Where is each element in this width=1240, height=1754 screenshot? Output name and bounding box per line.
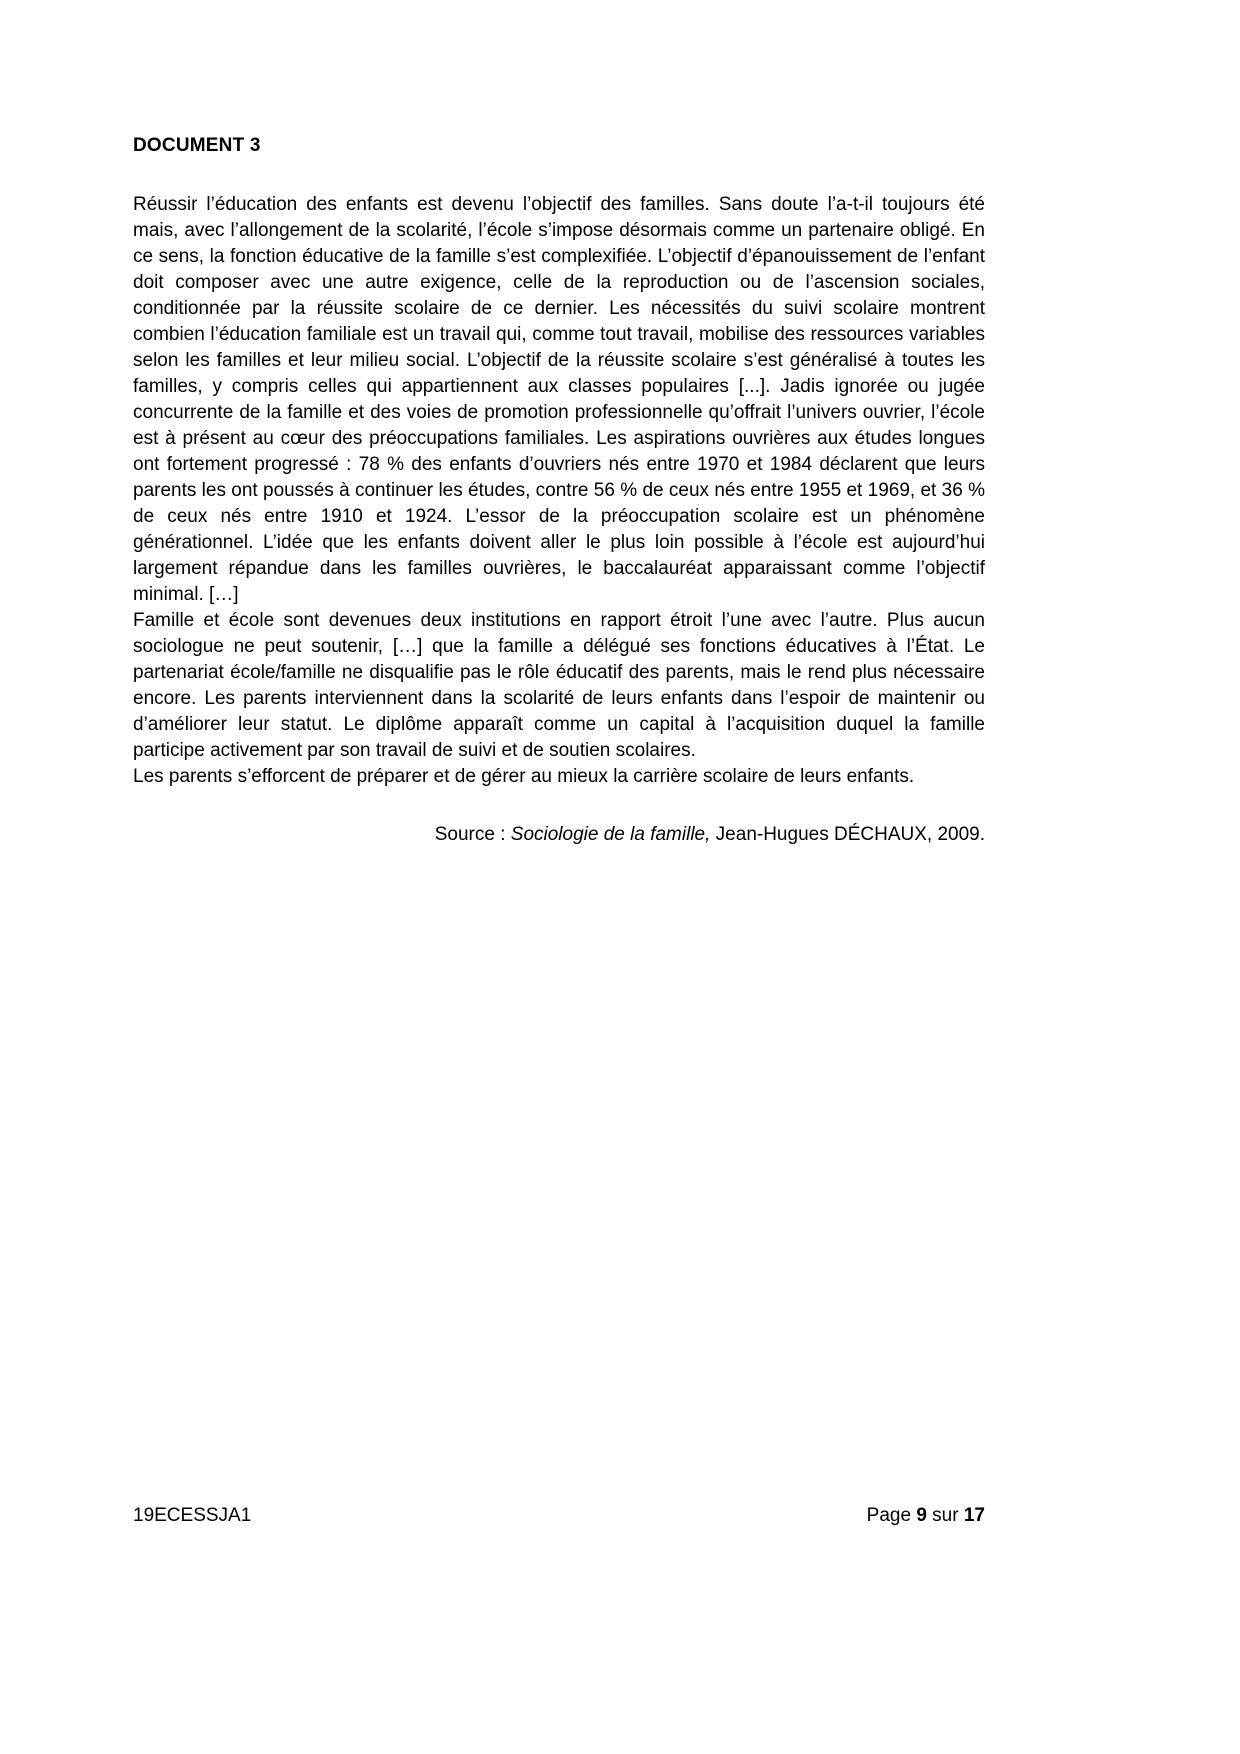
footer-page-separator: sur: [926, 1505, 964, 1526]
page-footer: [133, 1503, 985, 1529]
source-title: Sociologie de la famille,: [510, 824, 711, 845]
source-author-year: Jean-Hugues DÉCHAUX, 2009.: [710, 824, 985, 845]
source-line: [133, 822, 985, 848]
footer-page-indicator: [867, 1503, 985, 1529]
document-content: [133, 133, 985, 848]
footer-page-total: 17: [963, 1505, 985, 1526]
footer-page-prefix: Page: [866, 1505, 917, 1526]
body-paragraph-1: Réussir l’éducation des enfants est devenu l’objectif des familles. Sans doute l’a-t-il toujours été mais, avec l’allongement de la scolarité, l’école s’impose désormais comme un partenaire obligé. En ce sens, la fonction éducative de la famille s’est complexifiée. L’objectif d’épanouissement de l’enfant doit composer avec une autre exigence, celle de la reproduction ou de l’ascension sociales, conditionnée par la réussite scolaire de ce dernier. Les nécessités du suivi scolaire montrent combien l’éducation familiale est un travail qui, comme tout travail, mobilise des ressources variables selon les familles et leur milieu social. L’objectif de la réussite scolaire s’est généralisé à toutes les familles, y compris celles qui appartiennent aux classes populaires [...]. Jadis ignorée ou jugée concurrente de la famille et des voies de promotion professionnelle qu’offrait l’univers ouvrier, l’école est à présent au cœur des préoccupations familiales. Les aspirations ouvrières aux études longues ont fortement progressé : 78 % des enfants d’ouvriers nés entre 1970 et 1984 déclarent que leurs parents les ont poussés à continuer les études, contre 56 % de ceux nés entre 1955 et 1969, et 36 % de ceux nés entre 1910 et 1924. L’essor de la préoccupation scolaire est un phénomène générationnel. L’idée que les enfants doivent aller le plus loin possible à l’école est aujourd’hui largement répandue dans les familles ouvrières, le baccalauréat apparaissant comme l’objectif minimal. […]: [133, 194, 985, 605]
footer-page-number: 9: [916, 1505, 927, 1526]
source-prefix: Source :: [434, 824, 511, 845]
document-heading: DOCUMENT 3: [133, 135, 261, 156]
footer-document-code: 19ECESSJA1: [133, 1505, 252, 1526]
body-paragraph-2: Famille et école sont devenues deux institutions en rapport étroit l’une avec l’autre. Plus aucun sociologue ne peut soutenir, […] que la famille a délégué ses fonctions éducatives à l’État. Le partenariat école/famille ne disqualifie pas le rôle éducatif des parents, mais le rend plus nécessaire encore. Les parents interviennent dans la scolarité de leurs enfants dans l’espoir de maintenir ou d’améliorer leur statut. Le diplôme apparaît comme un capital à l’acquisition duquel la famille participe activement par son travail de suivi et de soutien scolaires.: [133, 610, 985, 761]
body-paragraph-3: Les parents s’efforcent de préparer et de gérer au mieux la carrière scolaire de leurs enfants.: [133, 766, 915, 787]
document-body: [133, 192, 985, 790]
